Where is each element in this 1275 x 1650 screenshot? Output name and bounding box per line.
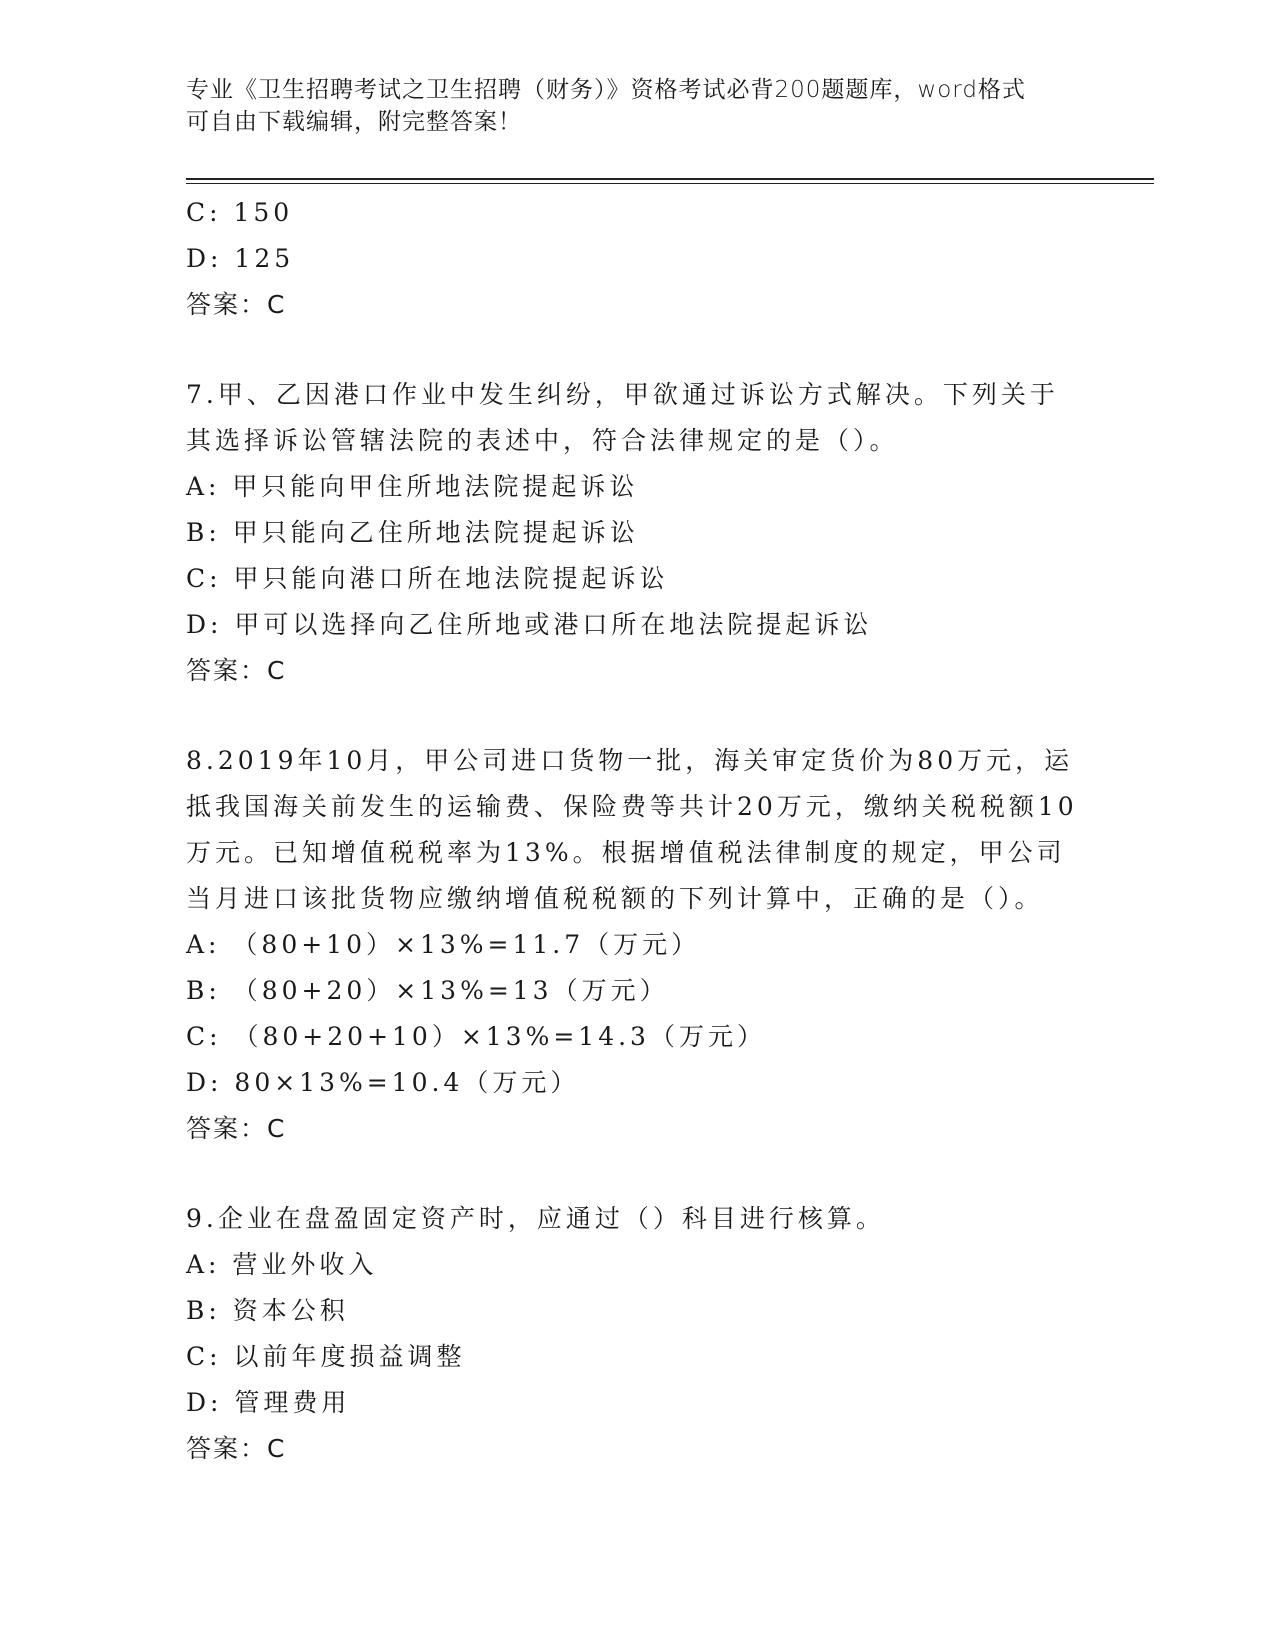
header-title-line-2: 可自由下载编辑，附完整答案！ [186, 109, 522, 135]
header-divider-thin [186, 183, 1154, 184]
option-b: B: 资本公积 [186, 1296, 349, 1325]
option-b: B: （80+20）×13%=13（万元） [186, 976, 669, 1005]
answer-label: 答案：C [186, 656, 287, 685]
question-text-line: 其选择诉讼管辖法院的表述中，符合法律规定的是（）。 [186, 426, 899, 455]
question-9 [186, 1196, 1086, 1472]
question-6-tail [186, 190, 1086, 328]
option-c: C: （80+20+10）×13%=14.3（万元） [186, 1022, 766, 1051]
option-c: C: 甲只能向港口所在地法院提起诉讼 [186, 564, 669, 593]
question-text-line: 抵我国海关前发生的运输费、保险费等共计20万元，缴纳关税税额10 [186, 792, 1078, 821]
option-c: C: 以前年度损益调整 [186, 1342, 466, 1371]
question-7 [186, 372, 1086, 694]
question-text-line: 7.甲、乙因港口作业中发生纠纷，甲欲通过诉讼方式解决。下列关于 [186, 380, 1059, 409]
question-text-line: 当月进口该批货物应缴纳增值税税额的下列计算中，正确的是（）。 [186, 884, 1044, 913]
option-a: A: （80+10）×13%=11.7（万元） [186, 930, 701, 959]
question-text-line: 8.2019年10月，甲公司进口货物一批，海关审定货价为80万元，运 [186, 746, 1074, 775]
header-divider-thick [186, 178, 1154, 180]
answer-label: 答案：C [186, 1434, 287, 1463]
header-title-line-1: 专业《卫生招聘考试之卫生招聘（财务）》资格考试必背200题题库，word格式 [186, 77, 1026, 103]
question-list [186, 190, 1086, 1472]
option-c: C: 150 [186, 198, 294, 227]
document-header [186, 74, 1086, 138]
option-b: B: 甲只能向乙住所地法院提起诉讼 [186, 518, 639, 547]
question-text-line: 万元。已知增值税税率为13%。根据增值税法律制度的规定，甲公司 [186, 838, 1066, 867]
option-d: D: 80×13%=10.4（万元） [186, 1068, 580, 1097]
option-d: D: 甲可以选择向乙住所地或港口所在地法院提起诉讼 [186, 610, 873, 639]
question-text-line: 9.企业在盘盈固定资产时，应通过（）科目进行核算。 [186, 1204, 885, 1233]
answer-label: 答案：C [186, 290, 287, 319]
option-a: A: 营业外收入 [186, 1250, 378, 1279]
question-8 [186, 738, 1086, 1152]
option-d: D: 管理费用 [186, 1388, 351, 1417]
option-a: A: 甲只能向甲住所地法院提起诉讼 [186, 472, 639, 501]
answer-label: 答案：C [186, 1114, 287, 1143]
option-d: D: 125 [186, 244, 295, 273]
